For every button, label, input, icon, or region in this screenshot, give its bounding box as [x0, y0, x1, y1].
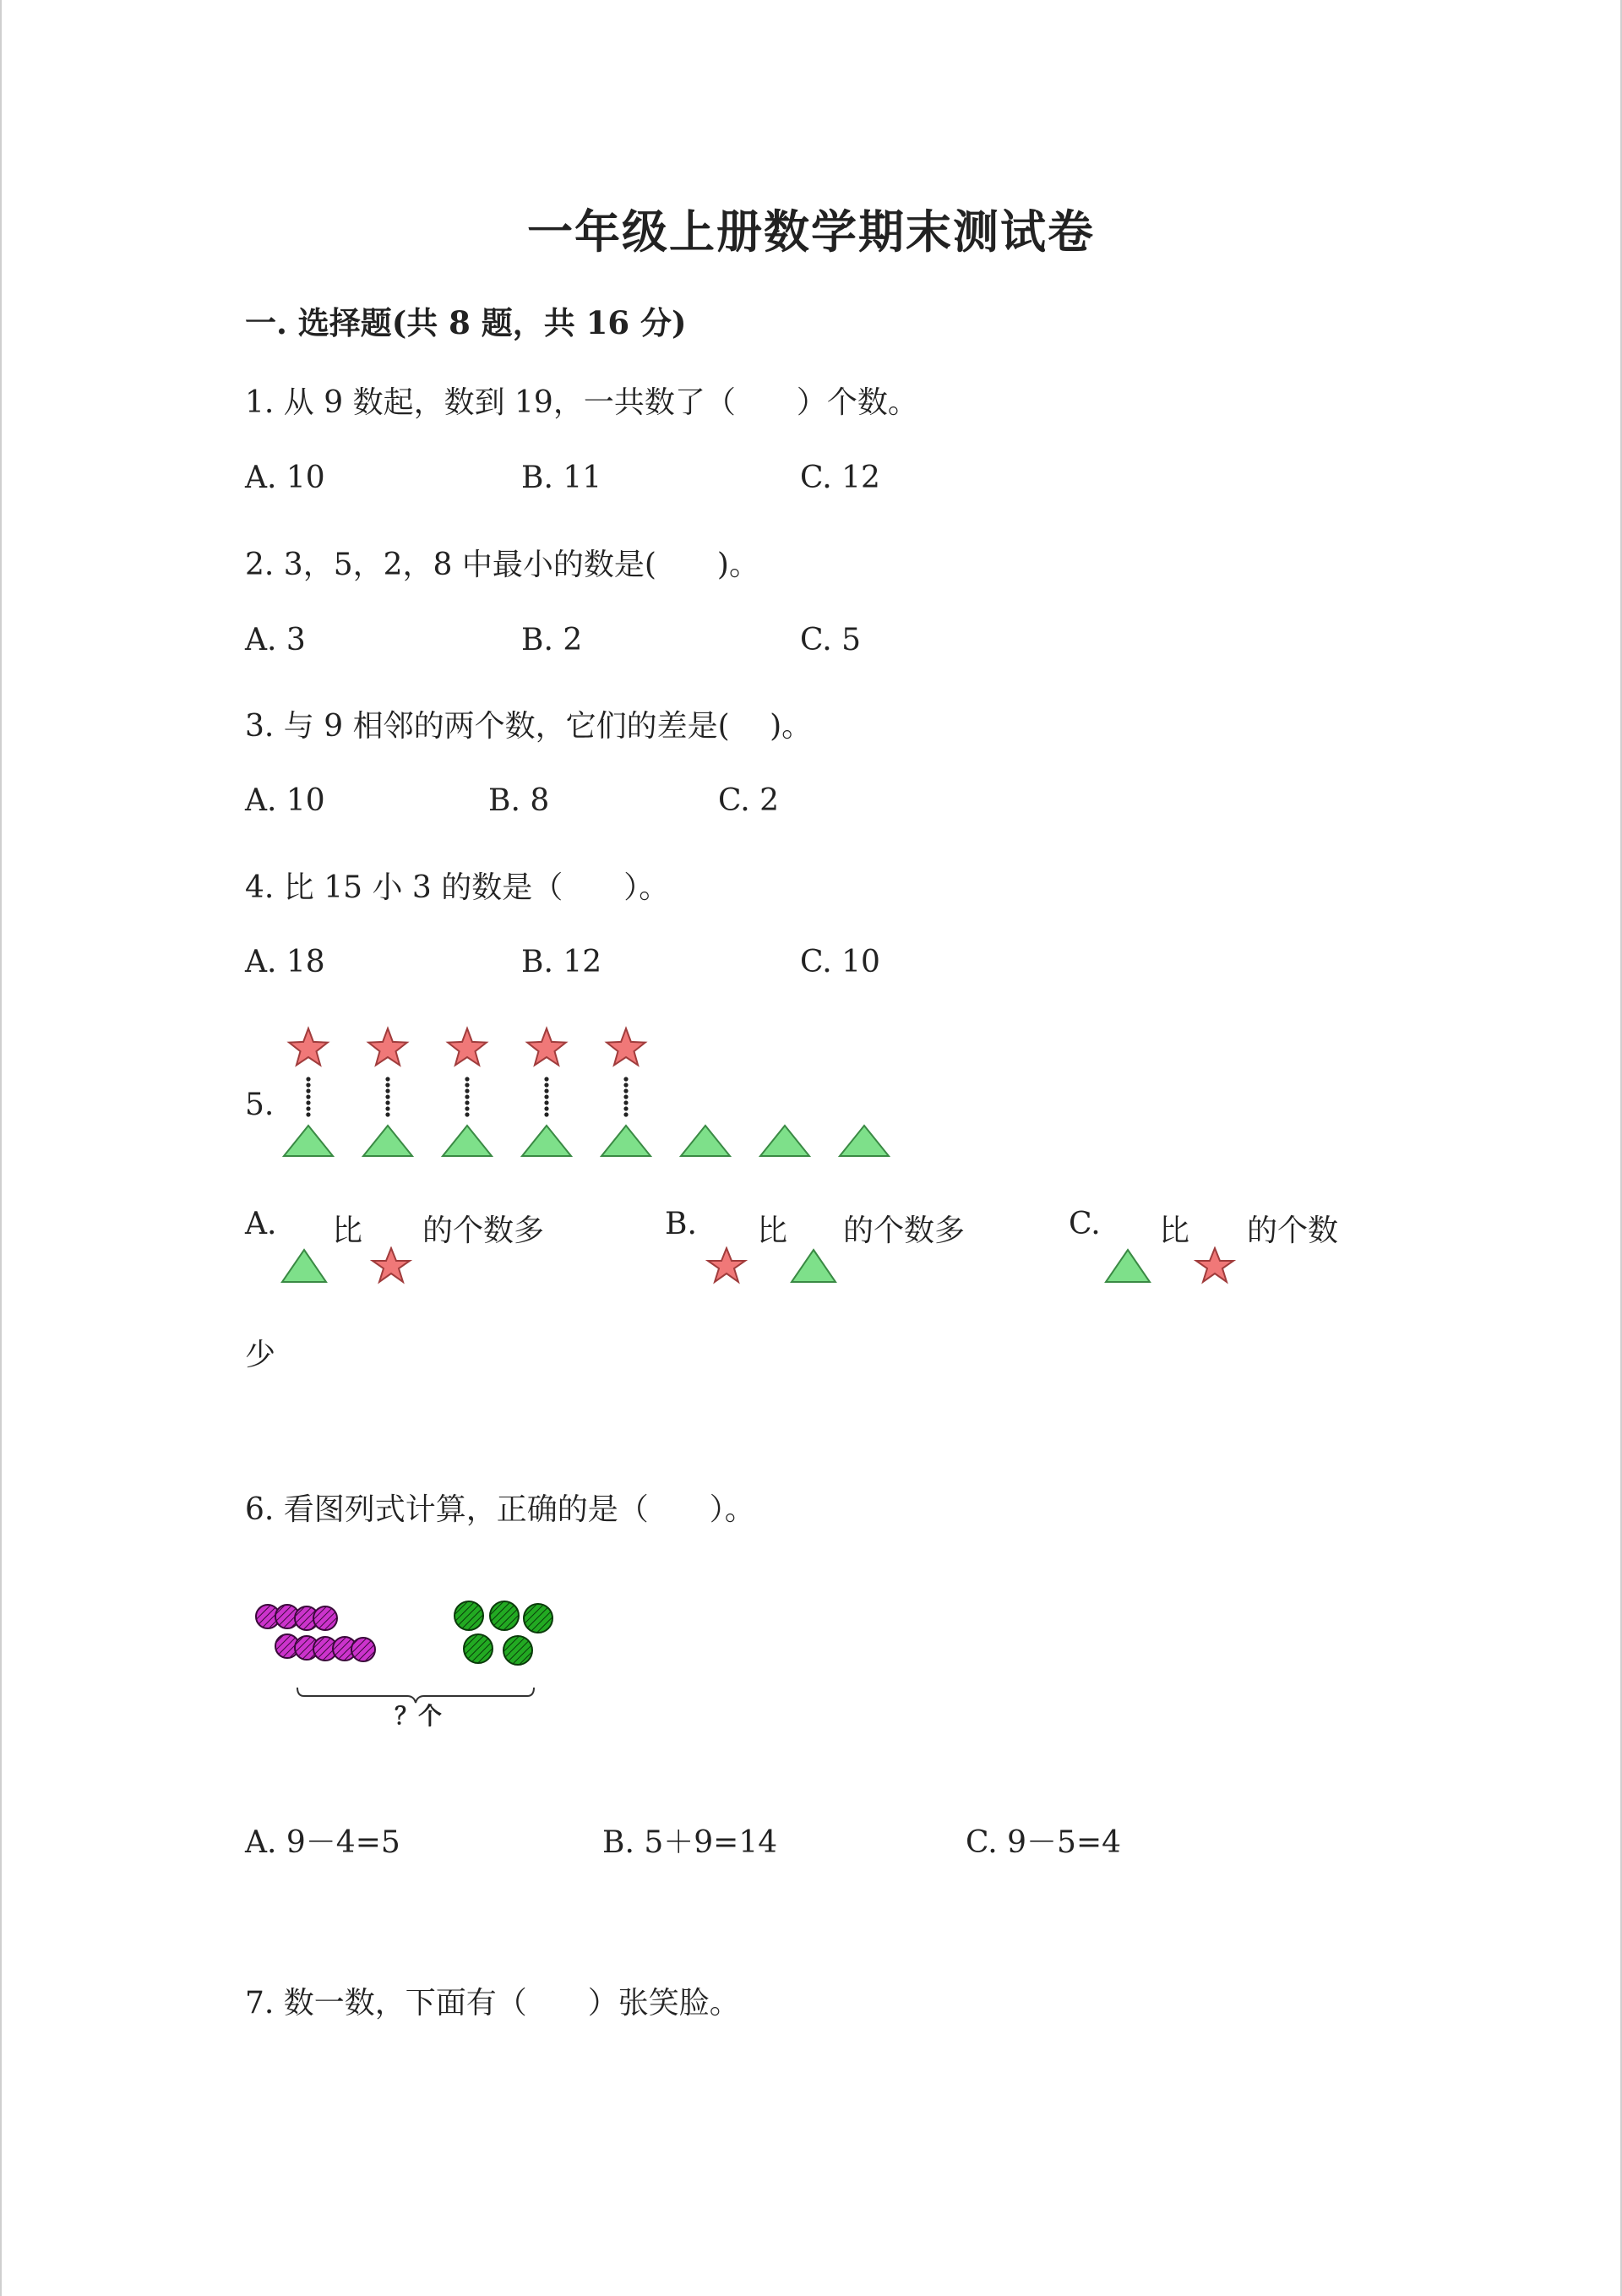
- question-1-option-a[interactable]: A. 10: [245, 461, 325, 495]
- star-icon: [368, 1028, 407, 1065]
- star-icon: [1196, 1248, 1233, 1282]
- triangle-icon: [443, 1126, 492, 1156]
- question-6-option-b[interactable]: B. 5＋9=14: [602, 1825, 778, 1860]
- dot-link: [544, 1100, 548, 1104]
- green-ball: [524, 1604, 552, 1633]
- dot-link: [623, 1112, 628, 1116]
- question-4-stem: 4. 比 15 小 3 的数是（ ）。: [245, 870, 670, 905]
- green-ball: [503, 1636, 532, 1665]
- green-ball: [454, 1601, 483, 1630]
- question-2-option-a[interactable]: A. 3: [245, 623, 306, 657]
- question-3-option-c[interactable]: C. 2: [718, 783, 780, 818]
- star-icon: [373, 1248, 410, 1282]
- question-5-option-b-suffix: 的个数多: [843, 1213, 966, 1248]
- triangle-icon: [681, 1126, 730, 1156]
- question-5-option-a-shapes: [279, 1246, 422, 1289]
- triangle-icon: [363, 1126, 412, 1156]
- dot-link: [544, 1083, 548, 1087]
- dot-link: [465, 1094, 469, 1099]
- triangle-icon: [760, 1126, 809, 1156]
- brace: [297, 1688, 534, 1703]
- question-1-stem: 1. 从 9 数起，数到 19，一共数了（ ）个数。: [245, 385, 918, 420]
- dot-link: [385, 1100, 389, 1104]
- dot-link: [623, 1094, 628, 1099]
- question-5-option-c-compare: 比: [1159, 1213, 1190, 1248]
- question-5-option-c-letter[interactable]: C.: [1069, 1207, 1101, 1241]
- star-icon: [289, 1028, 328, 1065]
- dot-link: [306, 1083, 310, 1087]
- dot-link: [385, 1088, 389, 1093]
- question-5-option-a-letter[interactable]: A.: [245, 1207, 277, 1241]
- star-icon: [448, 1028, 487, 1065]
- dot-link: [385, 1077, 389, 1081]
- dot-link: [544, 1077, 548, 1081]
- dot-link: [544, 1112, 548, 1116]
- star-icon: [607, 1028, 645, 1065]
- triangle-icon: [792, 1250, 835, 1282]
- triangle-icon: [522, 1126, 571, 1156]
- dot-link: [465, 1112, 469, 1116]
- green-ball: [464, 1634, 493, 1663]
- triangle-icon: [601, 1126, 650, 1156]
- question-5-option-b-compare: 比: [757, 1213, 788, 1248]
- dot-link: [544, 1094, 548, 1099]
- question-4-option-c[interactable]: C. 10: [800, 945, 880, 979]
- question-5-option-c-shapes: [1102, 1246, 1246, 1289]
- question-5-option-b-letter[interactable]: B.: [665, 1207, 697, 1241]
- dot-link: [465, 1088, 469, 1093]
- dot-link: [623, 1083, 628, 1087]
- question-2-option-c[interactable]: C. 5: [800, 623, 862, 657]
- star-triangle-figure: [270, 1018, 895, 1170]
- question-5-option-a-compare: 比: [332, 1213, 363, 1248]
- question-6-stem: 6. 看图列式计算，正确的是（ ）。: [245, 1492, 755, 1527]
- page-border-left: [0, 0, 2, 2296]
- dot-link: [385, 1083, 389, 1087]
- question-5-stem: 5.: [245, 1088, 275, 1122]
- dot-link: [385, 1112, 389, 1116]
- section-heading: 一. 选择题(共 8 题，共 16 分): [245, 304, 687, 341]
- question-7-stem: 7. 数一数，下面有（ ）张笑脸。: [245, 1986, 740, 2021]
- question-5-option-a-suffix: 的个数多: [422, 1213, 545, 1248]
- purple-ball: [313, 1606, 337, 1630]
- question-2-stem: 2. 3，5，2，8 中最小的数是( )。: [245, 548, 759, 582]
- star-icon: [527, 1028, 566, 1065]
- question-6-option-a[interactable]: A. 9－4=5: [245, 1825, 400, 1860]
- question-2-option-b[interactable]: B. 2: [521, 623, 583, 657]
- triangle-icon: [1106, 1250, 1150, 1282]
- dot-link: [306, 1088, 310, 1093]
- star-icon: [708, 1248, 745, 1282]
- question-4-option-a[interactable]: A. 18: [245, 945, 325, 979]
- dot-link: [544, 1106, 548, 1110]
- dot-link: [306, 1094, 310, 1099]
- question-1-option-b[interactable]: B. 11: [521, 461, 602, 495]
- question-3-option-a[interactable]: A. 10: [245, 783, 325, 818]
- dot-link: [465, 1083, 469, 1087]
- dot-link: [623, 1106, 628, 1110]
- dot-link: [385, 1094, 389, 1099]
- dot-link: [623, 1088, 628, 1093]
- brace-label: ？个: [394, 1702, 443, 1728]
- balls-figure: [253, 1593, 574, 1728]
- triangle-icon: [282, 1250, 326, 1282]
- triangle-icon: [840, 1126, 889, 1156]
- dot-link: [385, 1106, 389, 1110]
- triangle-icon: [284, 1126, 333, 1156]
- question-3-stem: 3. 与 9 相邻的两个数，它们的差是( )。: [245, 709, 813, 744]
- dot-link: [623, 1100, 628, 1104]
- question-6-option-c[interactable]: C. 9－5=4: [966, 1825, 1122, 1860]
- dot-link: [623, 1077, 628, 1081]
- question-4-option-b[interactable]: B. 12: [521, 945, 602, 979]
- dot-link: [306, 1112, 310, 1116]
- dot-link: [465, 1077, 469, 1081]
- dot-link: [465, 1106, 469, 1110]
- question-1-option-c[interactable]: C. 12: [800, 461, 880, 495]
- question-5-option-c-suffix: 的个数: [1247, 1213, 1339, 1248]
- dot-link: [465, 1100, 469, 1104]
- question-5-option-b-shapes: [701, 1246, 845, 1289]
- dot-link: [306, 1077, 310, 1081]
- page-title: 一年级上册数学期末测试卷: [527, 205, 1095, 259]
- dot-link: [306, 1106, 310, 1110]
- question-3-option-b[interactable]: B. 8: [488, 783, 550, 818]
- purple-ball: [351, 1638, 375, 1661]
- dot-link: [544, 1088, 548, 1093]
- dot-link: [306, 1100, 310, 1104]
- green-ball: [490, 1601, 519, 1630]
- question-5-wrap-text: 少: [245, 1338, 276, 1372]
